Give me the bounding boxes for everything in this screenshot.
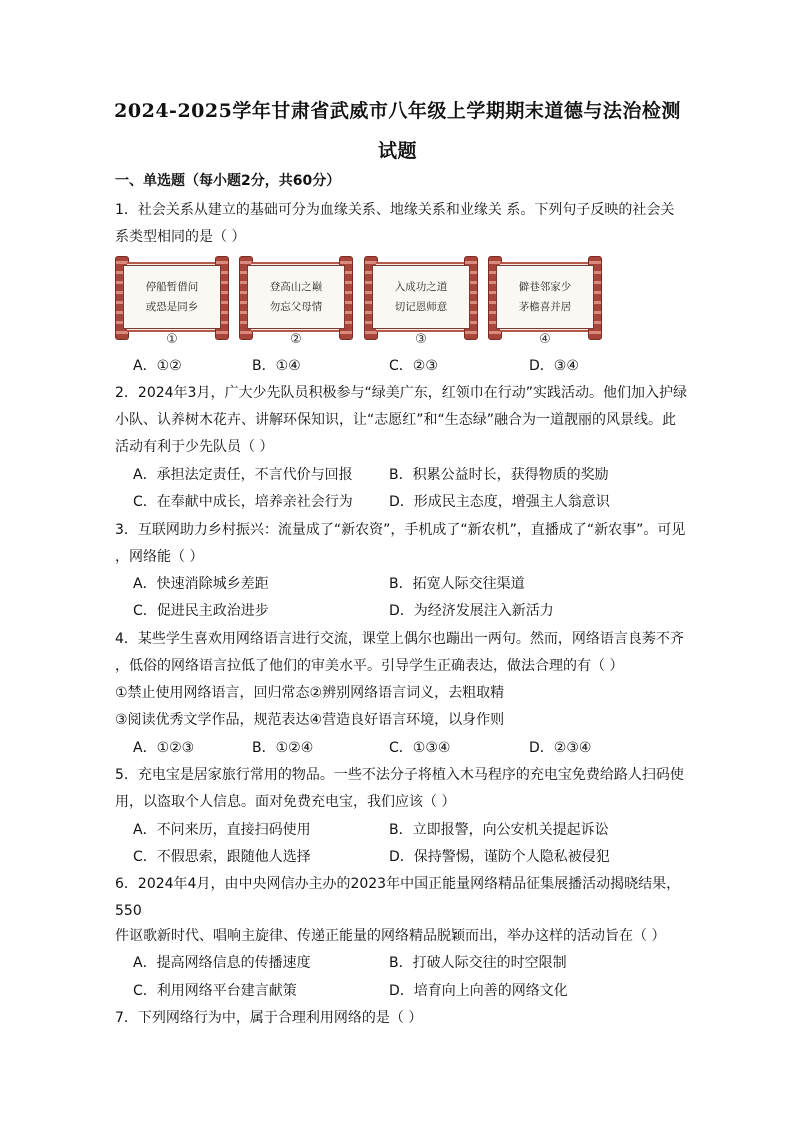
q4-stem-line3: ①禁止使用网络语言，回归常态②辨别网络语言词义，去粗取精 bbox=[115, 685, 505, 701]
scroll-4-line2: 茅檐喜并居 bbox=[518, 301, 572, 313]
q6-option-a: A．提高网络信息的传播速度 bbox=[133, 955, 311, 971]
scroll-2-line2: 勿忘父母情 bbox=[269, 301, 323, 313]
scroll-caption-1: ① bbox=[166, 332, 178, 347]
q4-option-b: B．①②④ bbox=[252, 740, 314, 756]
q4-option-d: D．②③④ bbox=[529, 740, 592, 756]
q6-option-b: B．打破人际交往的时空限制 bbox=[389, 955, 567, 971]
scroll-caption-2: ② bbox=[290, 332, 302, 347]
scroll-caption-3: ③ bbox=[415, 332, 427, 347]
scroll-3-line1: 入成功之道 bbox=[394, 281, 448, 293]
q2-stem-line3: 活动有利于少先队员（ ） bbox=[115, 439, 274, 455]
q2-option-c: C．在奉献中成长，培养亲社会行为 bbox=[133, 494, 353, 510]
q1-option-a: A．①② bbox=[133, 358, 182, 374]
q1-option-b: B．①④ bbox=[252, 358, 301, 374]
q1-option-d: D．③④ bbox=[529, 358, 579, 374]
q2-option-a: A．承担法定责任，不言代价与回报 bbox=[133, 467, 353, 483]
q5-option-a: A．不问来历，直接扫码使用 bbox=[133, 822, 311, 838]
section-heading: 一、单选题（每小题2分，共60分） bbox=[115, 173, 341, 189]
doc-title-line1: 2024-2025学年甘肃省武威市八年级上学期期末道德与法治检测 bbox=[114, 100, 681, 122]
scroll-image-3 bbox=[364, 256, 478, 338]
q2-stem-line2: 小队、认养树木花卉、讲解环保知识，让“志愿红”和“生态绿”融合为一道靓丽的风景线。此 bbox=[115, 412, 677, 428]
q7-stem-line1: 7．下列网络行为中，属于合理利用网络的是（ ） bbox=[115, 1010, 423, 1026]
q3-option-b: B．拓宽人际交往渠道 bbox=[389, 576, 525, 592]
scroll-1-line2: 或恐是同乡 bbox=[145, 301, 199, 313]
scroll-image-4 bbox=[488, 256, 602, 338]
q5-option-b: B．立即报警，向公安机关提起诉讼 bbox=[389, 822, 609, 838]
q2-stem-line1: 2．2024年3月，广大少先队员积极参与“绿美广东，红领巾在行动”实践活动。他们加入护绿 bbox=[115, 385, 687, 401]
q1-option-c: C．②③ bbox=[389, 358, 438, 374]
q5-stem-line1: 5．充电宝是居家旅行常用的物品。一些不法分子将植入木马程序的充电宝免费给路人扫码使 bbox=[115, 767, 684, 783]
q6-stem-line2: 550 bbox=[115, 903, 142, 919]
q3-stem-line2: ，网络能（ ） bbox=[115, 549, 204, 565]
doc-title-line2: 试题 bbox=[377, 140, 417, 162]
q4-stem-line1: 4．某些学生喜欢用网络语言进行交流，课堂上偶尔也蹦出一两句。然而，网络语言良莠不齐 bbox=[115, 631, 684, 647]
scroll-4-line1: 僻巷邻家少 bbox=[518, 281, 572, 293]
q3-stem-line1: 3．互联网助力乡村振兴：流量成了“新农资”，手机成了“新农机”，直播成了“新农事”。可见 bbox=[115, 522, 686, 538]
q1-stem-line1: 1．社会关系从建立的基础可分为血缘关系、地缘关系和业缘关 系。下列句子反映的社会关 bbox=[115, 202, 675, 218]
scroll-image-2 bbox=[239, 256, 353, 338]
q4-option-a: A．①②③ bbox=[133, 740, 195, 756]
q6-option-d: D．培育向上向善的网络文化 bbox=[389, 983, 568, 999]
q2-option-d: D．形成民主态度，增强主人翁意识 bbox=[389, 494, 610, 510]
q6-stem-line1: 6．2024年4月，由中央网信办主办的2023年中国正能量网络精品征集展播活动揭晓结果， bbox=[115, 876, 681, 892]
scroll-3-line2: 切记恩师意 bbox=[394, 301, 448, 313]
q3-option-c: C．促进民主政治进步 bbox=[133, 603, 269, 619]
scroll-image-1 bbox=[115, 256, 229, 338]
q3-option-a: A．快速消除城乡差距 bbox=[133, 576, 269, 592]
q5-stem-line2: 用，以盗取个人信息。面对免费充电宝，我们应该（ ） bbox=[115, 794, 456, 810]
scroll-2-line1: 登高山之巅 bbox=[269, 281, 323, 293]
q5-option-d: D．保持警惕，谨防个人隐私被侵犯 bbox=[389, 849, 610, 865]
q4-option-c: C．①③④ bbox=[389, 740, 451, 756]
q4-stem-line4: ③阅读优秀文学作品，规范表达④营造良好语言环境，以身作则 bbox=[115, 712, 505, 728]
q6-option-c: C．利用网络平台建言献策 bbox=[133, 983, 297, 999]
q4-stem-line2: ，低俗的网络语言拉低了他们的审美水平。引导学生正确表达，做法合理的有（ ） bbox=[115, 658, 624, 674]
q5-option-c: C．不假思索，跟随他人选择 bbox=[133, 849, 311, 865]
q2-option-b: B．积累公益时长，获得物质的奖励 bbox=[389, 467, 609, 483]
scroll-1-line1: 停船暂借问 bbox=[145, 281, 199, 293]
scroll-caption-4: ④ bbox=[539, 332, 551, 347]
q6-stem-line3: 件讴歌新时代、唱响主旋律、传递正能量的网络精品脱颖而出，举办这样的活动旨在（ ） bbox=[115, 928, 666, 944]
q3-option-d: D．为经济发展注入新活力 bbox=[389, 603, 554, 619]
q1-stem-line2: 系类型相同的是（ ） bbox=[115, 229, 246, 245]
